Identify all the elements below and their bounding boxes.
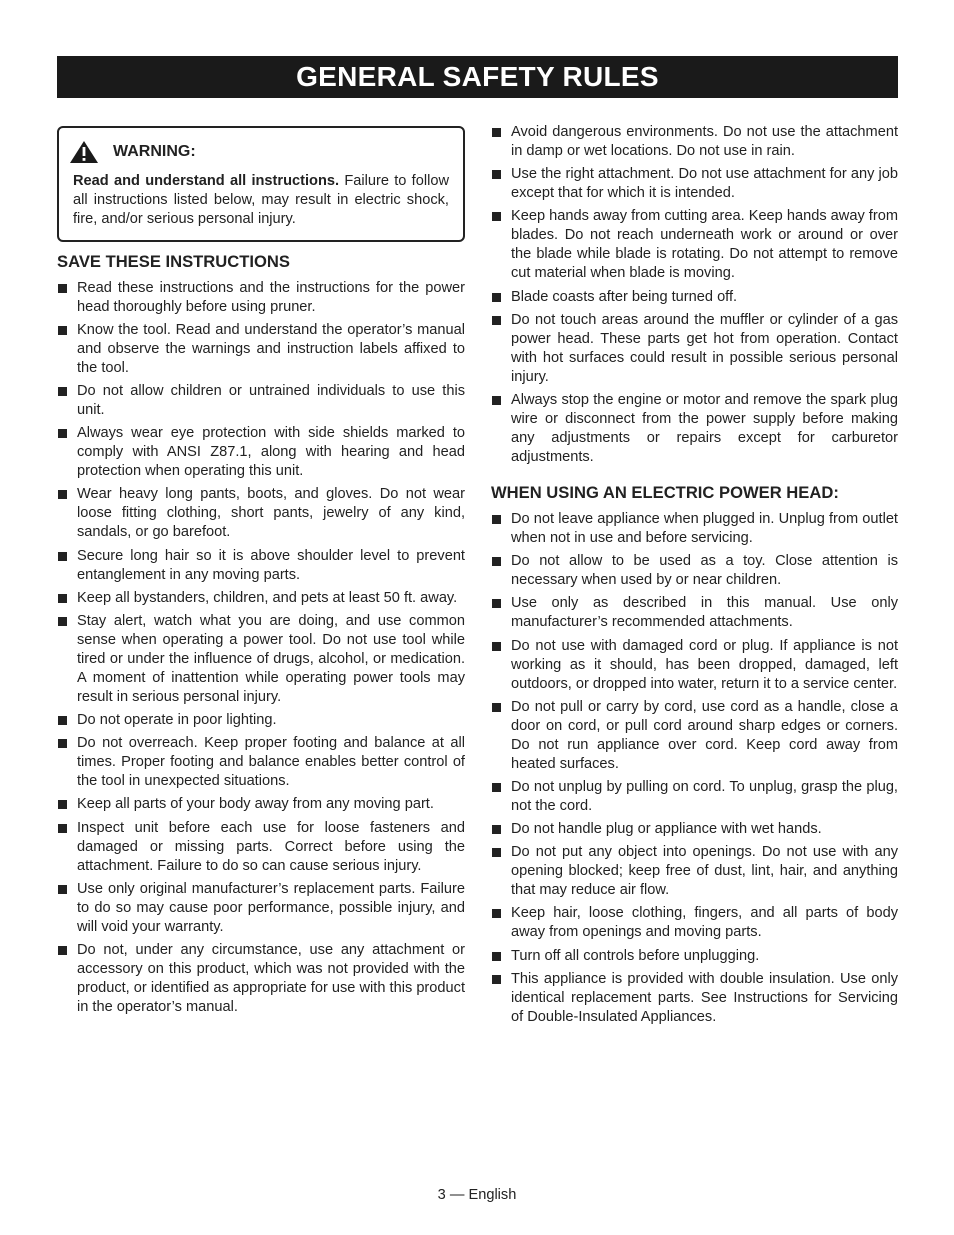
list-item: Do not handle plug or appliance with wet hands. bbox=[491, 820, 898, 839]
list-item: Stay alert, watch what you are doing, and use common sense when operating a power tool. Do not use tool while tired or under the influence of drugs, alcohol, or medication. A moment of inattention while operating power tools may result in serious personal injury. bbox=[57, 612, 465, 707]
page-footer: 3 — English bbox=[437, 1187, 517, 1203]
list-item: Do not use with damaged cord or plug. If appliance is not working as it should, has been dropped, damaged, left outdoors, or dropped into water, return it to a service center. bbox=[491, 637, 898, 694]
page-title: GENERAL SAFETY RULES bbox=[57, 56, 898, 98]
list-item: Blade coasts after being turned off. bbox=[491, 288, 898, 307]
list-item: Turn off all controls before unplugging. bbox=[491, 947, 898, 966]
warning-bold-text: Read and understand all instructions. bbox=[73, 173, 340, 189]
list-item: Keep hands away from cutting area. Keep hands away from blades. Do not reach underneath work or around or over the blade while blade is rotating. Do not attempt to remove cut material when blade is moving. bbox=[491, 207, 898, 283]
left-column bbox=[57, 123, 465, 1021]
list-item: Always stop the engine or motor and remove the spark plug wire or disconnect from the power supply before making any adjustments or repairs except for carburetor adjustments. bbox=[491, 391, 898, 467]
list-item: Do not operate in poor lighting. bbox=[57, 711, 465, 730]
list-item: This appliance is provided with double insulation. Use only identical replacement parts. See Instructions for Servicing of Double-Insulated Appliances. bbox=[491, 970, 898, 1027]
list-item: Do not allow children or untrained individuals to use this unit. bbox=[57, 382, 465, 420]
list-item: Do not allow to be used as a toy. Close attention is necessary when used by or near children. bbox=[491, 552, 898, 590]
list-item: Keep hair, loose clothing, fingers, and all parts of body away from openings and moving parts. bbox=[491, 904, 898, 942]
list-item: Read these instructions and the instructions for the power head thoroughly before using pruner. bbox=[57, 279, 465, 317]
list-item: Use only original manufacturer’s replacement parts. Failure to do so may cause poor performance, possible injury, and will void your warranty. bbox=[57, 880, 465, 937]
list-item: Do not leave appliance when plugged in. Unplug from outlet when not in use and before servicing. bbox=[491, 510, 898, 548]
warning-text bbox=[73, 172, 449, 230]
right-column bbox=[491, 123, 898, 1031]
list-item: Secure long hair so it is above shoulder level to prevent entanglement in any moving parts. bbox=[57, 547, 465, 585]
list-item: Always wear eye protection with side shields marked to comply with ANSI Z87.1, along with hearing and head protection when operating this unit. bbox=[57, 424, 465, 481]
warning-box bbox=[57, 126, 465, 242]
list-item: Use only as described in this manual. Use only manufacturer’s recommended attachments. bbox=[491, 594, 898, 632]
save-instructions-list bbox=[57, 279, 465, 1017]
list-item: Keep all parts of your body away from any moving part. bbox=[57, 795, 465, 814]
general-rules-list bbox=[491, 123, 898, 467]
warning-triangle-icon bbox=[69, 140, 99, 164]
save-instructions-heading: SAVE THESE INSTRUCTIONS bbox=[57, 251, 290, 271]
list-item: Do not, under any circumstance, use any attachment or accessory on this product, which was not provided with the product, or identified as appropriate for use with this product in the operator’s manual. bbox=[57, 941, 465, 1017]
list-item: Keep all bystanders, children, and pets at least 50 ft. away. bbox=[57, 589, 465, 608]
list-item: Avoid dangerous environments. Do not use the attachment in damp or wet locations. Do not use in rain. bbox=[491, 123, 898, 161]
list-item: Wear heavy long pants, boots, and gloves. Do not wear loose fitting clothing, short pants, jewelry of any kind, sandals, or go barefoot. bbox=[57, 485, 465, 542]
warning-body-text: Failure to follow all instructions listed below, may result in electric shock, fire, and/or serious personal injury. bbox=[73, 173, 449, 228]
electric-power-head-heading: WHEN USING AN ELECTRIC POWER HEAD: bbox=[491, 482, 839, 502]
warning-header bbox=[69, 140, 449, 164]
warning-label: WARNING: bbox=[113, 143, 196, 160]
list-item: Inspect unit before each use for loose fasteners and damaged or missing parts. Correct before using the attachment. Failure to do so can cause serious injury. bbox=[57, 819, 465, 876]
list-item: Do not touch areas around the muffler or cylinder of a gas power head. These parts get hot from operation. Contact with hot surfaces could result in possible serious personal injury. bbox=[491, 311, 898, 387]
list-item: Know the tool. Read and understand the operator’s manual and observe the warnings and instruction labels affixed to the tool. bbox=[57, 321, 465, 378]
list-item: Do not put any object into openings. Do not use with any opening blocked; keep free of dust, lint, hair, and anything that may reduce air flow. bbox=[491, 843, 898, 900]
list-item: Do not overreach. Keep proper footing and balance at all times. Proper footing and balance enables better control of the tool in unexpected situations. bbox=[57, 734, 465, 791]
list-item: Use the right attachment. Do not use attachment for any job except that for which it is intended. bbox=[491, 165, 898, 203]
electric-power-head-list bbox=[491, 510, 898, 1027]
list-item: Do not unplug by pulling on cord. To unplug, grasp the plug, not the cord. bbox=[491, 778, 898, 816]
list-item: Do not pull or carry by cord, use cord as a handle, close a door on cord, or pull cord around sharp edges or corners. Do not run appliance over cord. Keep cord away from heated surfaces. bbox=[491, 698, 898, 774]
